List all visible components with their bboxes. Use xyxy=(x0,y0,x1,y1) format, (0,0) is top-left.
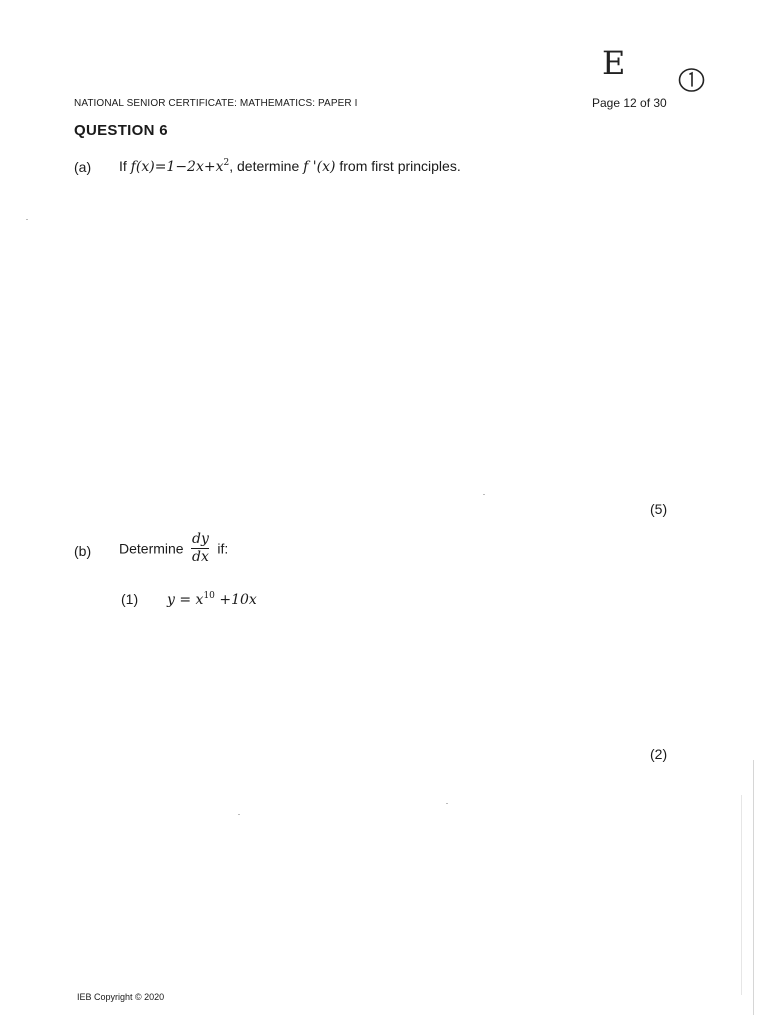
part-b-if: if: xyxy=(217,540,229,557)
scan-edge-line xyxy=(753,760,754,1015)
sub-question-1-label: (1) xyxy=(121,591,139,607)
fraction-numerator: dy xyxy=(192,531,209,547)
question-heading: QUESTION 6 xyxy=(74,122,168,139)
part-a-determine: , determine xyxy=(229,158,300,174)
equation-rhs: +10x xyxy=(214,592,257,608)
page-number: Page 12 of 30 xyxy=(592,96,667,110)
scan-speck xyxy=(483,494,485,495)
paper-title: NATIONAL SENIOR CERTIFICATE: MATHEMATICS: PAPER I xyxy=(74,98,358,109)
equation-lhs: y = x xyxy=(167,592,204,608)
handwritten-letter: E xyxy=(602,44,626,82)
part-a-question xyxy=(119,158,461,175)
part-a-label: (a) xyxy=(74,159,92,175)
part-a-marks: (5) xyxy=(650,501,668,517)
part-a-if: If xyxy=(119,158,127,174)
scan-edge-line xyxy=(741,795,742,995)
sub-question-1-marks: (2) xyxy=(650,746,668,762)
f-prime: f '(x) xyxy=(303,159,336,175)
part-b-label: (b) xyxy=(74,543,92,559)
f-of-x: f(x) xyxy=(130,159,155,175)
fraction-denominator: dx xyxy=(192,549,209,565)
function-expression: =1−2x+x xyxy=(154,159,224,175)
x-exponent: 2 xyxy=(223,158,230,168)
circled-number-mark xyxy=(678,67,705,93)
scan-speck xyxy=(26,219,28,220)
scan-speck xyxy=(238,814,240,815)
part-b-question xyxy=(119,532,228,565)
part-b-determine: Determine xyxy=(119,540,184,557)
footer-copyright: IEB Copyright © 2020 xyxy=(77,992,165,1002)
scan-speck xyxy=(446,803,448,804)
sub-question-1-equation xyxy=(167,591,257,608)
equation-exponent: 10 xyxy=(203,591,215,601)
dy-dx-fraction xyxy=(191,532,209,565)
part-a-rest: from first principles. xyxy=(339,158,461,174)
